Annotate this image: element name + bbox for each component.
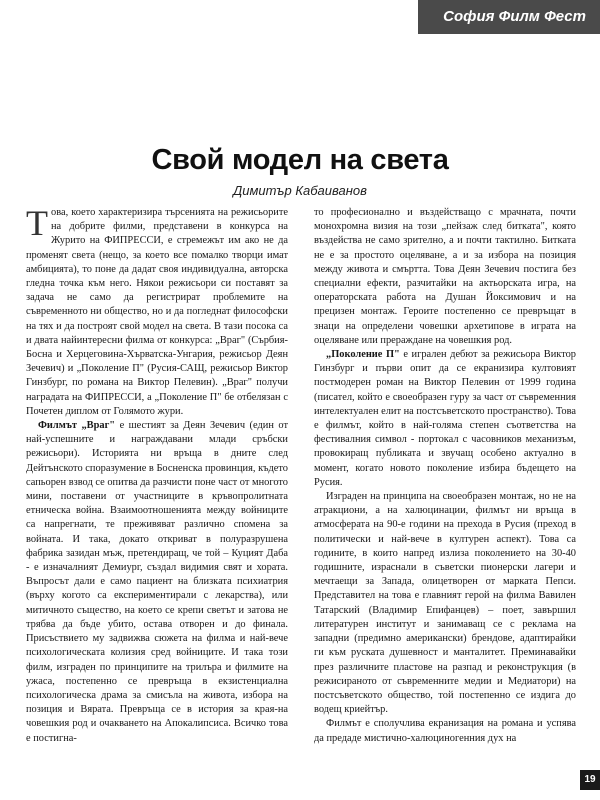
drop-cap: Т (26, 206, 48, 243)
article-title: Свой модел на света (151, 144, 449, 176)
section-header (418, 0, 600, 34)
paragraph (314, 348, 576, 490)
paragraph-text: е шестият за Деян Зечевич (един от най-успешните и награждавани млади сръбски режисьори). Историята ни връща в дните след Дейтънското споразумение в Босненска провинция, където сапьорен взвод се опитва да разчисти поне част от многото мини, поставени от участниците в кръвопролитната етническа война. Взаимоотношенията между войниците са напрегнати, те преживяват различно спомена за войната. И така, докато откриват в полуразрушена фабрика зазидан мъж, претендиращ, че той – Куцият Даба - е изначалният Демиург, създал видимия свят и хората. Въпросът дали е само пациент на близката психиатрия (върху когото са експериментирали с лекарства), или митичното същество, на което се крепи светът и затова не трябва да бъде убито, остава отворен и до финала. Присъствието му задвижва сюжета на филма и най-вече психологическата колизия сред войниците. И така този филм, изграден по принципите на трилъра и филмите на ужаса, постепенно се превръща в екзистенциална психологическа драма за смисъла на живота, избора на позиция и Вярата. Превръща се в история за края-на човешкия род и очакването на Апокалипсиса. Всичко това е постигна- (26, 420, 288, 744)
paragraph: Изграден на принципа на своеобразен монтаж, но не на атракциони, а на халюцинации, филмът ни връща в атмосферата на 90-е години на прехода в Русия (преход в политически и най-вече в културен аспект). Това са годините, в които напред излиза поколението на 30-40 годишните, израснали в съветски пионерски лагери и мечтаещи за Запада, олицетворен от марката Пепси. Представител на това е главният герой на филма Вавилен Татарский (Владимир Епифанцев) – поет, завършил литературен институт и занимаващ се с реклама на западни (предимно американски) брендове, адаптирайки ги към руската душевност и манталитет. Преминавайки през различните пластове на разпад и реконструкция (в режисираното от съвременните медии и Медиатори) на постсъветското общество, той постепенно се издига до водещ криейтър. (314, 491, 576, 716)
paragraph (26, 206, 288, 419)
paragraph (26, 419, 288, 746)
paragraph-text: ова, което характеризира търсенията на режисьорите на добрите филми, представени в конкурса на Журито на ФИПРЕССИ, е стремежът им ако не да променят света (нещо, за което все помалко творци имат амбицията), то поне да дадат своя индивидуална, авторска гледна точка към него. Някои режисьори си поставят за задача не само да регистрират проблемите на съвременното ни общество, но и да погледнат философски на тях и да построят свой модел на света. В тази посока са и двата найинтересни филма от конкурса: „Враг" (Сърбия-Босна и Херцеговина-Хърватска-Унгария, режисьор Деян Зечевич) и „Поколение П" (Русия-САЩ, режисьор Виктор Гинзбург, по романа на Виктор Пелевин). „Враг" получи наградата на ФИПРЕССИ, а „Поколение П" бе отбелязан с Почетен диплом от Голямото жури. (26, 207, 288, 417)
right-column (314, 206, 576, 771)
paragraph-lead: Филмът „Враг" (38, 420, 116, 432)
section-title: София Филм Фест (443, 8, 586, 25)
left-column (26, 206, 288, 771)
paragraph-lead: „Поколение П" (326, 349, 400, 361)
page-number: 19 (580, 770, 600, 790)
article-author: Димитър Кабаиванов (233, 183, 367, 198)
paragraph: то професионално и въздействащо с мрачната, почти монохромна визия на този „пейзаж след битката", която въздейства не само зрително, а и почти тактилно. Битката не е за простото оцеляване, а и за избора на позиция между живота и смъртта. Това Деян Зечевич постига без специални ефекти, разчитайки на актьорската игра, на операторската работа на Душан Йоксимович и на прецизен монтаж. Героите постепенно се превръщат в знаци на определени човешки архетипове в играта на оцеляване или прераждане на човешкия род. (314, 207, 576, 346)
paragraph-text: е игрален дебют за режисьора Виктор Гинзбург и първи опит да се екранизира култовият постмодерен роман на Виктор Пелевин от 1999 година (писател, който е своеобразен гуру за част от съвременния интелектуален елит на постсъветското пространство). Това е филмът, който в най-голяма степен съответства на фестивалния символ - портокал с часовников механизъм, провокиращ публиката и звучащ особено актуално в момент, когато новото поколение избира бъдещето на Русия. (314, 349, 576, 488)
paragraph: Филмът е сполучлива екранизация на романа и успява да предаде мистично-халюциногенния дух на (314, 718, 576, 744)
